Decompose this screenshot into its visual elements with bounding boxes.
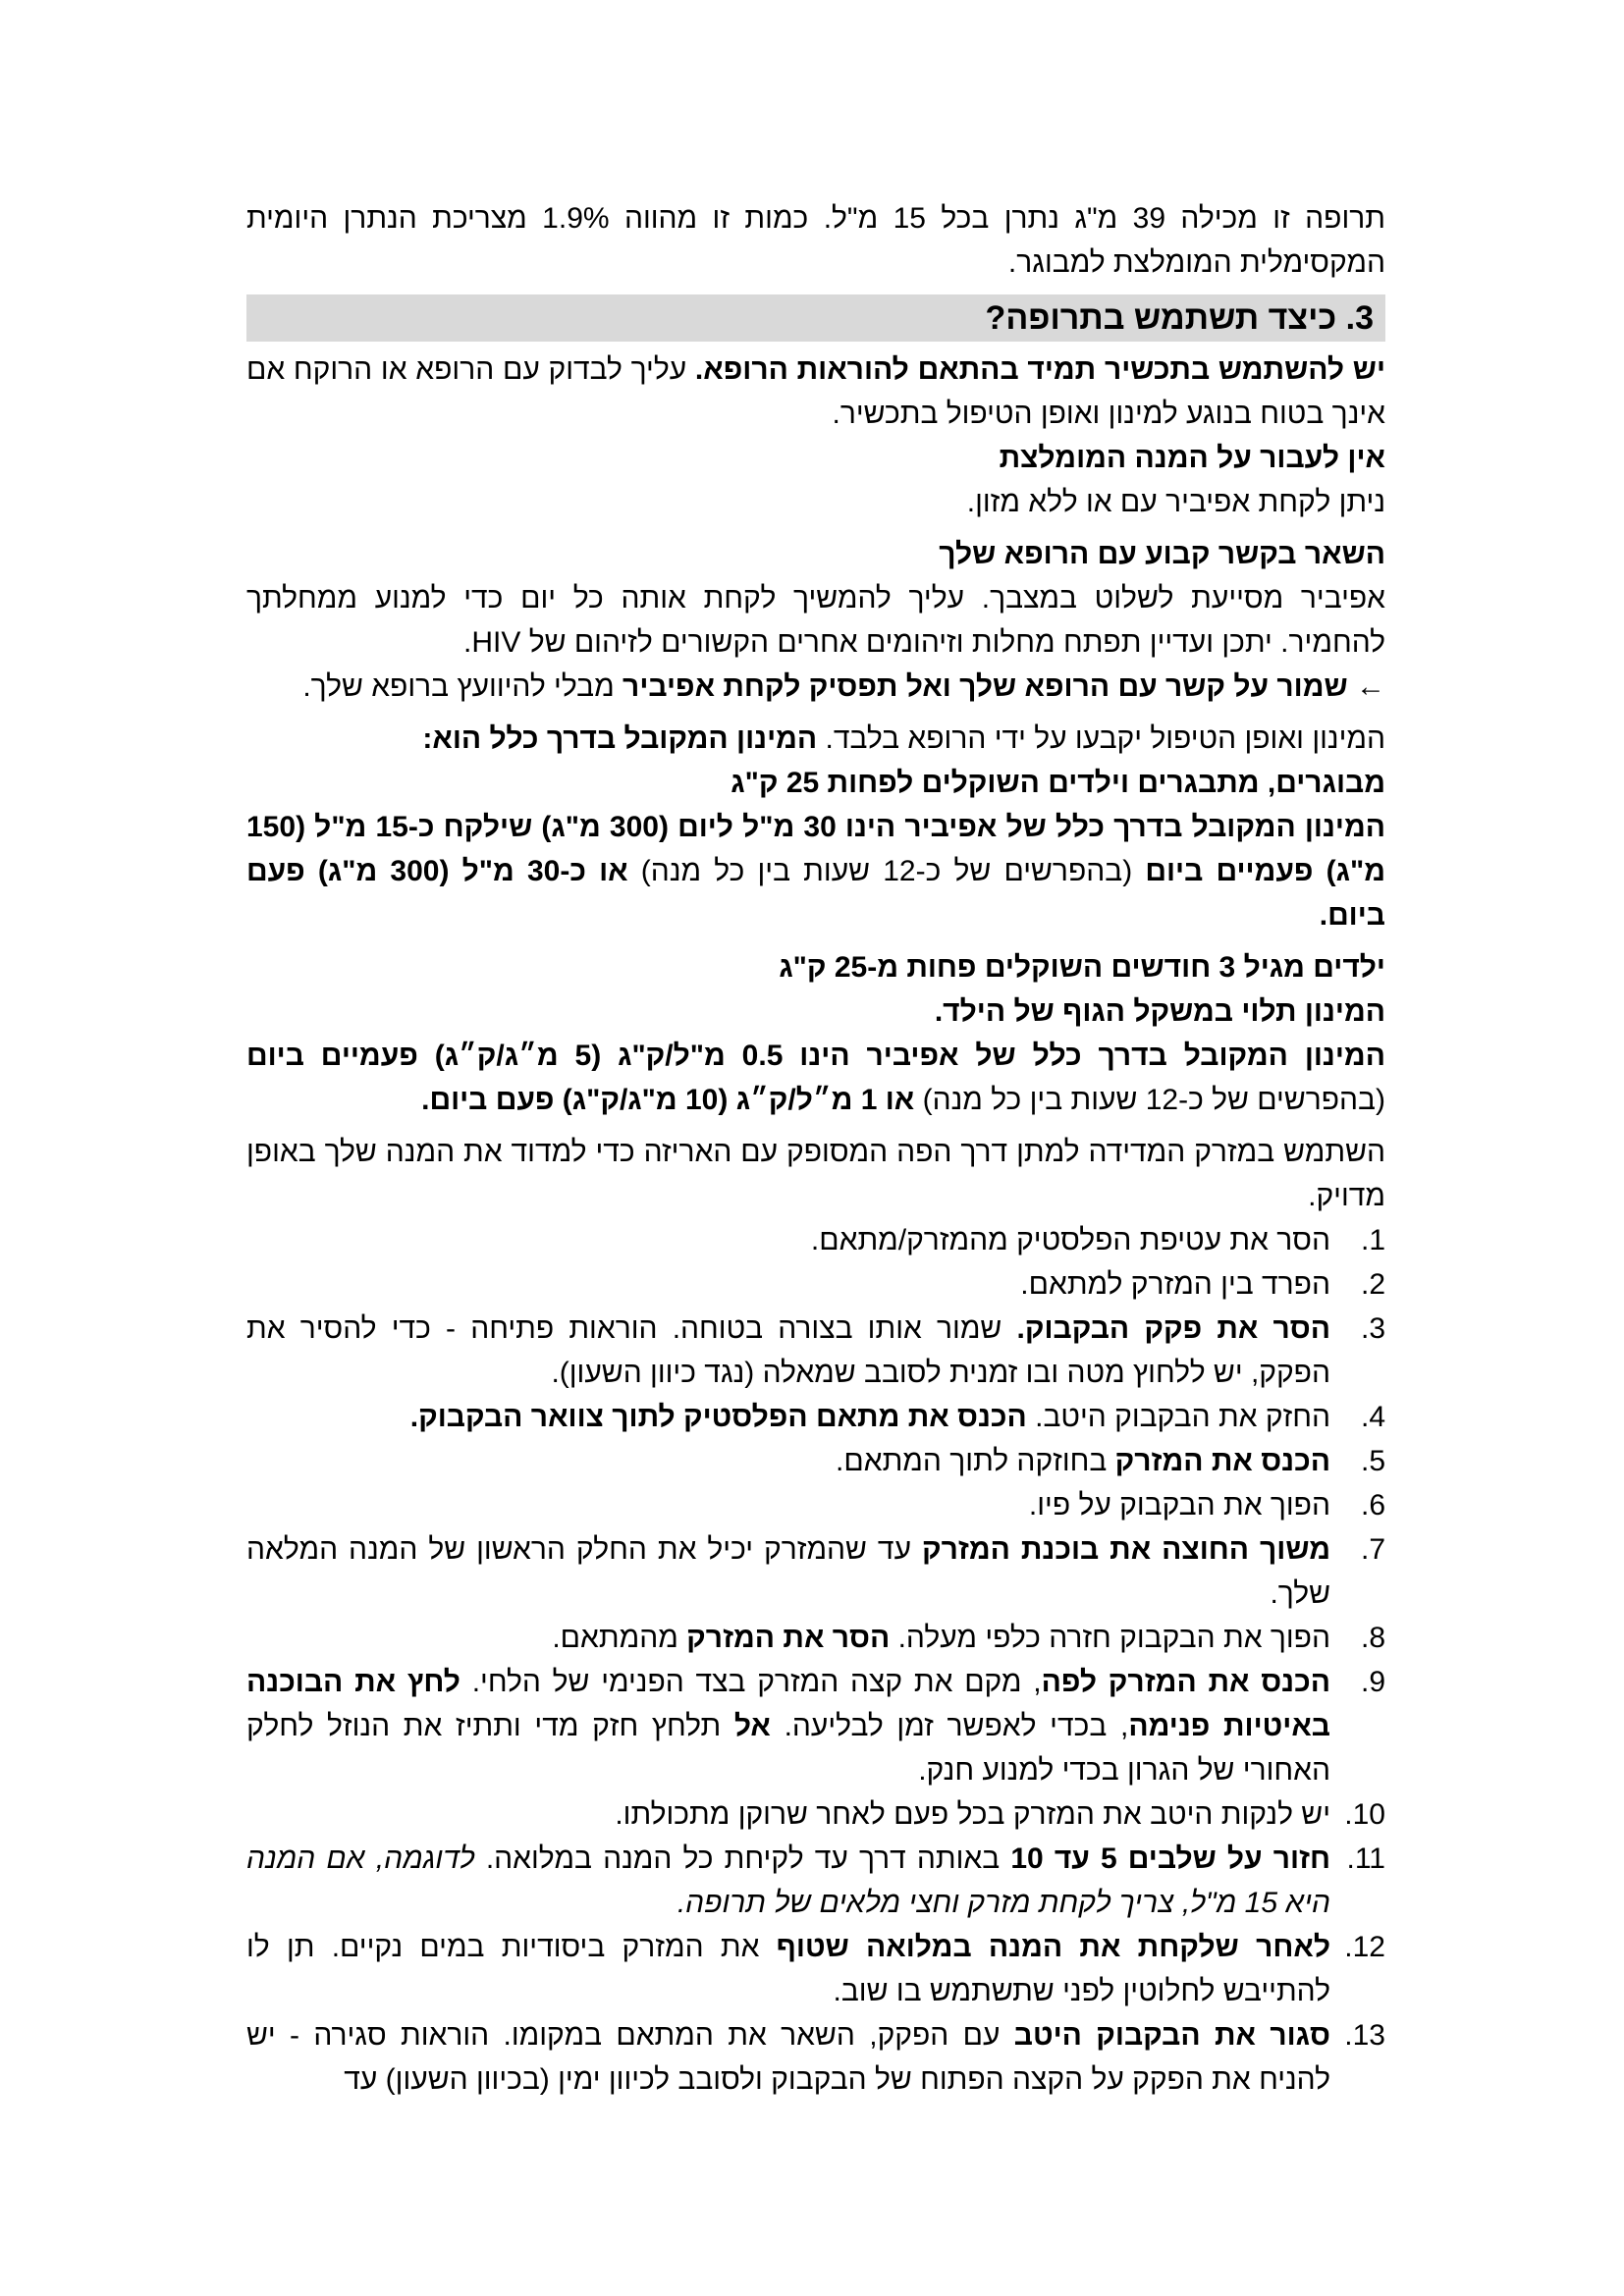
step-number: 7. xyxy=(1360,1533,1385,1566)
adults-heading-text: מבוגרים, מתבגרים וילדים השוקלים לפחות 25 ק"ג xyxy=(731,767,1385,799)
adults-dose-bold2: או כ-30 מ"ל (300 מ"ג) פעם ביום. xyxy=(246,855,1385,932)
step-number: 10. xyxy=(1344,1798,1385,1831)
step-item xyxy=(246,1483,1385,1527)
children-heading xyxy=(246,945,1385,989)
step-text xyxy=(246,1307,1330,1395)
step-text xyxy=(246,2013,1330,2102)
leaflet-page xyxy=(246,196,1385,2102)
step-item xyxy=(246,1837,1385,1925)
step-b1: משוך החוצה את בוכנת המזרק xyxy=(922,1533,1330,1566)
step-t1: הפוך את הבקבוק חזרה כלפי מעלה. xyxy=(890,1622,1330,1654)
step-number: 3. xyxy=(1360,1312,1385,1345)
step-t1: עם הפקק, השאר את המתאם במקומו. הוראות סגירה - יש להניח את הפקק על הקצה הפתוח של הבקבוק ולסובב לכיוון ימין (בכיוון השעון) עד xyxy=(246,2019,1330,2096)
syringe-steps-list xyxy=(246,1218,1385,2102)
step-t2: מהמתאם. xyxy=(552,1622,687,1654)
step-text xyxy=(246,1395,1330,1439)
dosage-intro-bold: המינון המקובל בדרך כלל הוא: xyxy=(422,722,818,755)
step-item xyxy=(246,1660,1385,1792)
syringe-note: השתמש במזרק המדידה למתן דרך הפה המסופק עם האריזה כדי למדוד את המנה שלך באופן מדויק. xyxy=(246,1136,1385,1212)
step-b2: הכנס את מתאם הפלסטיק לתוך צוואר הבקבוק. xyxy=(409,1401,1027,1433)
step-t1: הסר את עטיפת הפלסטיק מהמזרק/מתאם. xyxy=(810,1224,1330,1256)
step-text xyxy=(246,1837,1330,1925)
usage-rest: עליך לבדוק עם הרופא או הרוקח אם אינך בטוח בנוגע למינון ואופן הטיפול בתכשיר. xyxy=(246,353,1385,430)
step-text xyxy=(246,1792,1330,1837)
sodium-note: תרופה זו מכילה 39 מ"ג נתרן בכל 15 מ"ל. כמות זו מהווה 1.9% מצריכת הנתרן היומית המקסימלית המומלצת למבוגר. xyxy=(246,202,1385,279)
step-t1: החזק את הבקבוק היטב. xyxy=(1026,1401,1330,1433)
step-item xyxy=(246,1262,1385,1307)
step-text xyxy=(246,1439,1330,1483)
step-t3: תלחץ חזק מדי ותתיז את הנוזל לחלק האחורי של הגרון בכדי למנוע חנק. xyxy=(246,1710,1330,1787)
contact-arrow-bold: שמור על קשר עם הרופא שלך ואל תפסיק לקחת אפיביר xyxy=(623,670,1348,703)
step-b1: הכנס את המזרק לפה xyxy=(1041,1666,1330,1698)
step-text xyxy=(246,1925,1330,2013)
section-title: כיצד תשתמש בתרופה? xyxy=(985,299,1337,337)
contact-arrow-rest: מבלי להיוועץ ברופא שלך. xyxy=(302,670,623,703)
step-b2: לחץ את הבוכנה באיטיות פנימה xyxy=(246,1666,1330,1742)
step-text xyxy=(246,1660,1330,1792)
step-number: 5. xyxy=(1360,1445,1385,1477)
step-item xyxy=(246,1307,1385,1395)
children-dose xyxy=(246,1034,1385,1122)
adults-heading xyxy=(246,761,1385,805)
step-item xyxy=(246,1792,1385,1837)
step-number: 4. xyxy=(1360,1401,1385,1433)
step-item xyxy=(246,2013,1385,2102)
step-text xyxy=(246,1616,1330,1660)
arrow-icon: ← xyxy=(1356,670,1385,703)
step-number: 13. xyxy=(1344,2019,1385,2052)
step-t1: שמור אותו בצורה בטוחה. הוראות פתיחה - כדי להסיר את הפקק, יש ללחוץ מטה ובו זמנית לסובב שמאלה (נגד כיוון השעון). xyxy=(246,1312,1330,1389)
step-b1: הכנס את המזרק xyxy=(1114,1445,1330,1477)
food-note: ניתן לקחת אפיביר עם או ללא מזון. xyxy=(966,486,1385,518)
section-heading xyxy=(246,294,1385,342)
step-t1: הפוך את הבקבוק על פיו. xyxy=(1028,1489,1330,1522)
no-exceed-heading xyxy=(246,436,1385,480)
step-text xyxy=(246,1483,1330,1527)
step-number: 1. xyxy=(1360,1224,1385,1256)
children-weight-text: המינון תלוי במשקל הגוף של הילד. xyxy=(934,995,1385,1028)
step-item xyxy=(246,1925,1385,2013)
children-dose-bold1: המינון המקובל בדרך כלל של אפיביר הינו 0.5 מ"ל/ק"ג (5 מ״ג/ק״ג) פעמיים ביום xyxy=(246,1040,1385,1072)
children-dose-plain: (בהפרשים של כ-12 שעות בין כל מנה) xyxy=(914,1084,1385,1116)
step-t1: בחוזקה לתוך המתאם. xyxy=(836,1445,1115,1477)
children-heading-text: ילדים מגיל 3 חודשים השוקלים פחות מ-25 ק"ג xyxy=(779,951,1385,984)
step-text xyxy=(246,1262,1330,1307)
step-number: 12. xyxy=(1344,1931,1385,1963)
step-t1: עד שהמזרק יכיל את החלק הראשון של המנה המלאה שלך. xyxy=(246,1533,1330,1610)
dosage-intro-plain: המינון ואופן הטיפול יקבעו על ידי הרופא בלבד. xyxy=(817,722,1385,755)
step-b1: סגור את הבקבוק היטב xyxy=(1013,2019,1330,2052)
no-exceed-text: אין לעבור על המנה המומלצת xyxy=(999,442,1385,474)
children-dose-bold2: או 1 מ״ל/ק״ג (10 מ"ג/ק"ג) פעם ביום. xyxy=(421,1084,915,1116)
step-b1: לאחר שלקחת את המנה במלואה שטוף xyxy=(776,1931,1331,1963)
step-number: 8. xyxy=(1360,1622,1385,1654)
step-t1: הפרד בין המזרק למתאם. xyxy=(1020,1268,1330,1301)
contact-arrow-line xyxy=(246,665,1385,709)
step-t1: את המזרק ביסודיות במים נקיים. תן לו להתייבש לחלוטין לפני שתשתמש בו שוב. xyxy=(246,1931,1330,2007)
children-weight xyxy=(246,989,1385,1034)
step-number: 9. xyxy=(1360,1666,1385,1698)
step-item xyxy=(246,1439,1385,1483)
step-i1: לדוגמה, אם המנה היא 15 מ"ל, צריך לקחת מזרק וחצי מלאים של תרופה. xyxy=(246,1842,1330,1919)
contact-heading-text: השאר בקשר קבוע עם הרופא שלך xyxy=(939,538,1385,570)
contact-body: אפיביר מסייעת לשלוט במצבך. עליך להמשיך לקחת אותה כל יום כדי למנוע ממחלתך להחמיר. יתכן ועדיין תפתח מחלות וזיהומים אחרים הקשורים לזיהום של HIV. xyxy=(246,582,1385,659)
step-item xyxy=(246,1616,1385,1660)
step-item xyxy=(246,1218,1385,1262)
step-text xyxy=(246,1218,1330,1262)
step-t1: באותה דרך עד לקיחת כל המנה במלואה. xyxy=(474,1842,1011,1875)
step-text xyxy=(246,1527,1330,1616)
step-t1: , מקם את קצה המזרק בצד הפנימי של הלחי. xyxy=(460,1666,1042,1698)
step-b2: הסר את המזרק xyxy=(686,1622,891,1654)
step-b1: חזור על שלבים 5 עד 10 xyxy=(1010,1842,1330,1875)
contact-heading xyxy=(246,532,1385,576)
step-b1: הסר את פקק הבקבוק. xyxy=(1016,1312,1330,1345)
step-number: 6. xyxy=(1360,1489,1385,1522)
adults-dose-plain: (בהפרשים של כ-12 שעות בין כל מנה) xyxy=(627,855,1146,887)
adults-dose xyxy=(246,805,1385,937)
step-number: 11. xyxy=(1346,1842,1385,1875)
step-item xyxy=(246,1527,1385,1616)
step-number: 2. xyxy=(1360,1268,1385,1301)
adults-dose-bold1: המינון המקובל בדרך כלל של אפיביר הינו 30 מ"ל ליום (300 מ"ג) שילקח כ-15 מ"ל (150 מ"ג) פעמיים ביום xyxy=(246,811,1386,887)
step-t2: , בכדי לאפשר זמן לבליעה. xyxy=(770,1710,1129,1742)
step-b3: אל xyxy=(733,1710,771,1742)
usage-bold: יש להשתמש בתכשיר תמיד בהתאם להוראות הרופא. xyxy=(694,353,1385,386)
usage-paragraph xyxy=(246,347,1385,436)
section-number: 3. xyxy=(1345,299,1374,337)
step-t1: יש לנקות היטב את המזרק בכל פעם לאחר שרוקן מתכולתו. xyxy=(615,1798,1330,1831)
dosage-intro xyxy=(246,717,1385,761)
step-item xyxy=(246,1395,1385,1439)
